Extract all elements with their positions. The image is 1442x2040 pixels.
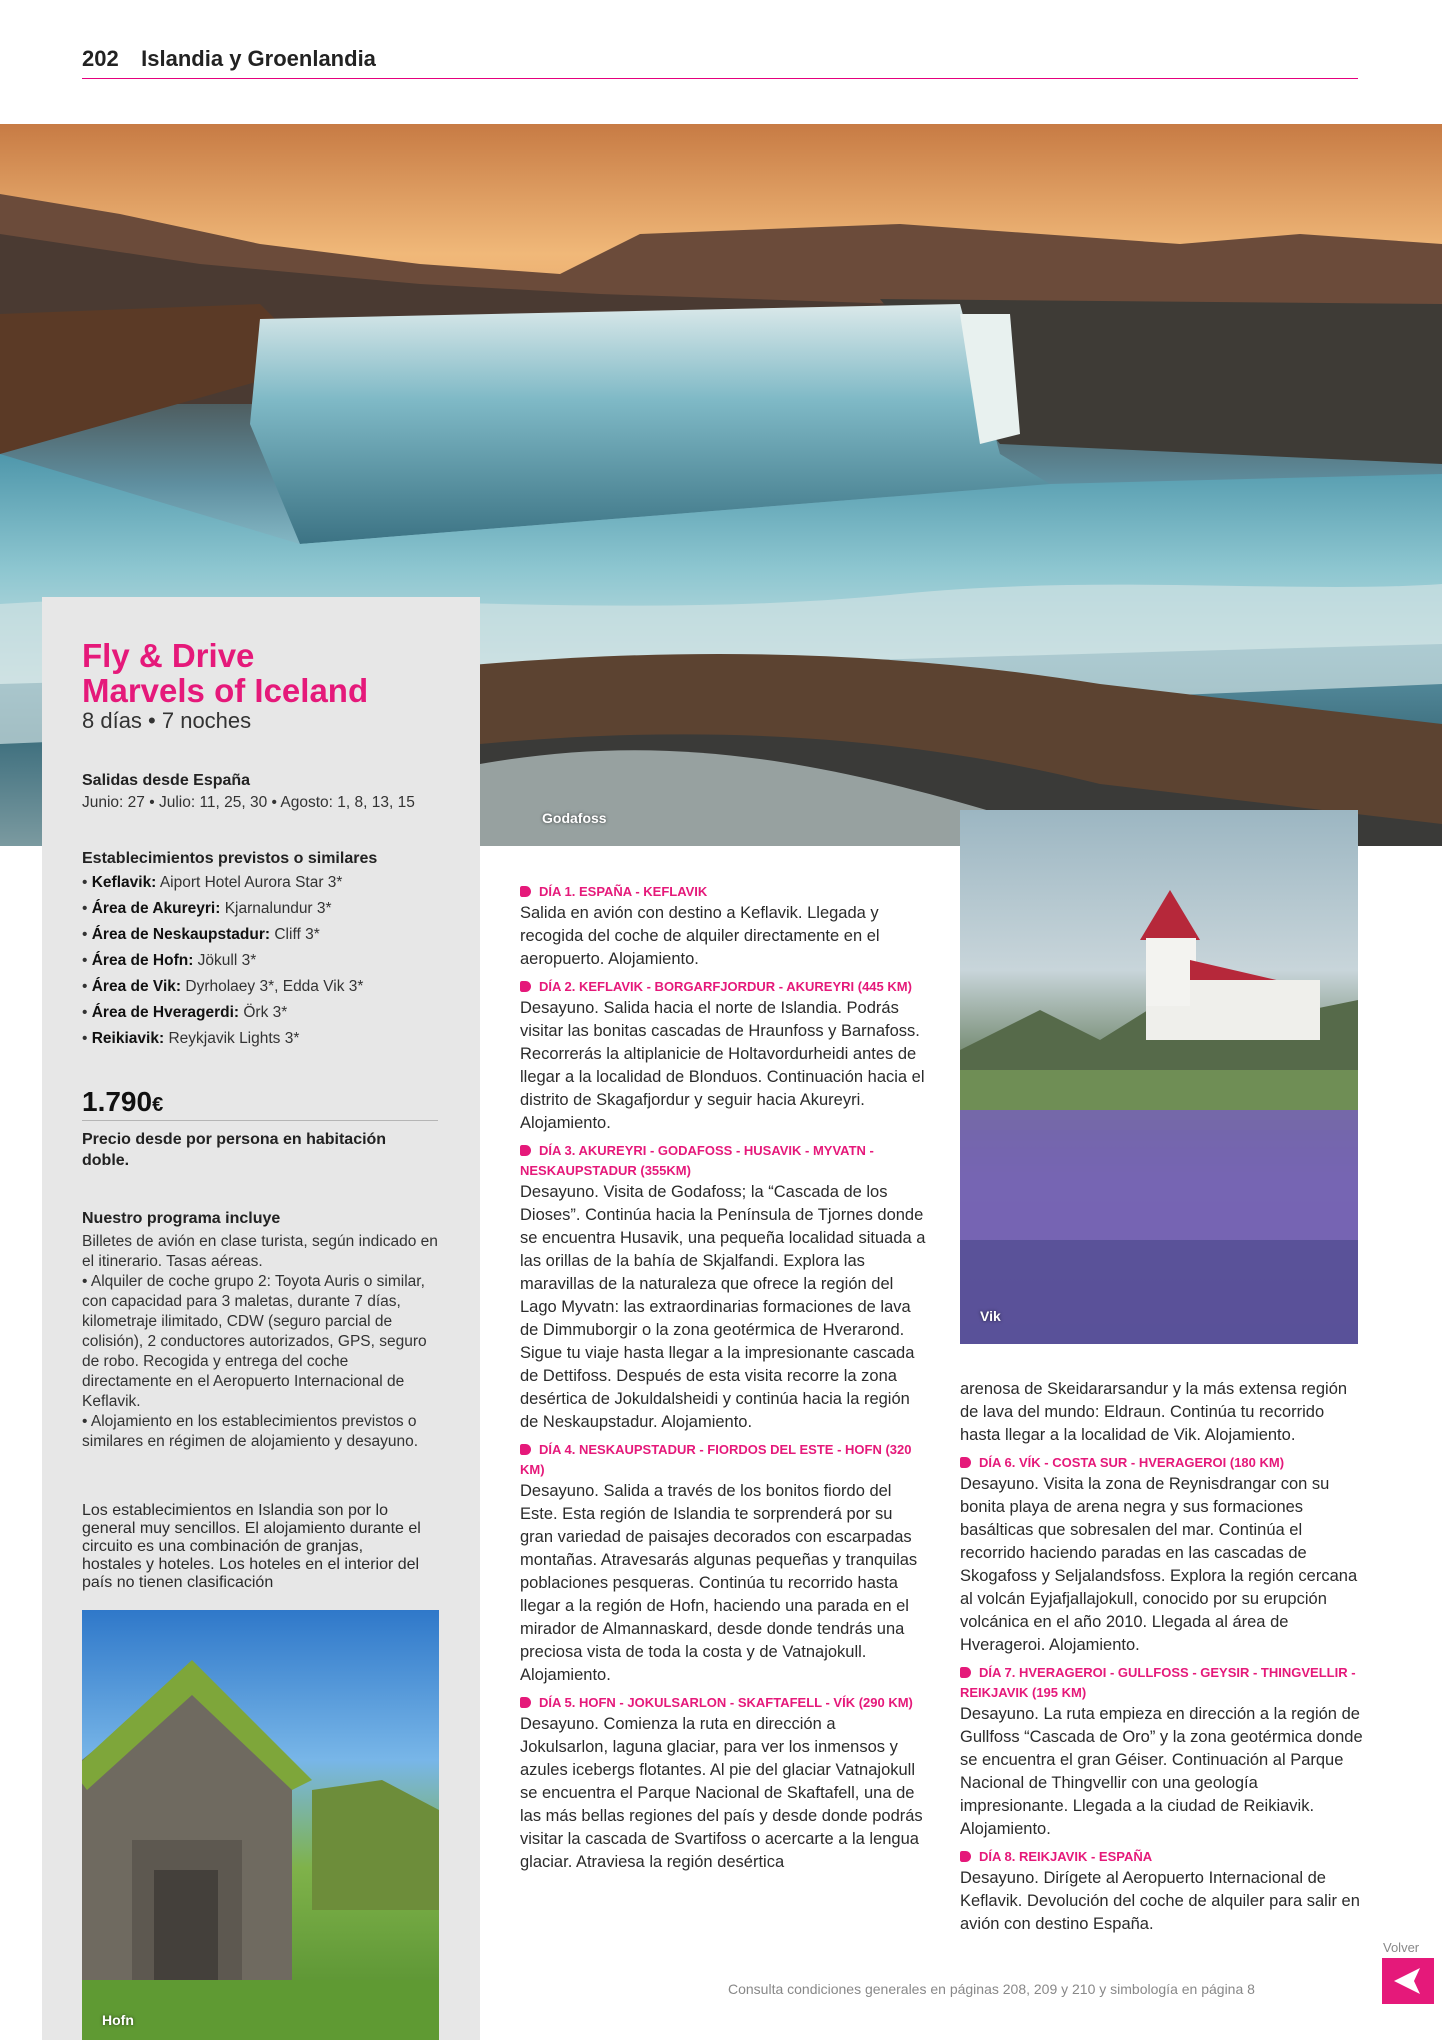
day-text: Desayuno. Salida a través de los bonitos fiordo del Este. Esta región de Islandia te sorprenderá por su gran variedad de paisajes decorados con escarpadas montañas. Atravesarás algunas pequeñas y tranquilas poblaciones pesqueras. Continúa tu recorrido hasta llegar a la región de Hofn, haciendo una parada en el mirador de Almannaskard, desde donde tendrás una preciosa vista de toda la costa y de Vatnajokull. Alojamiento. [520, 1482, 918, 1684]
hotel-item: • Área de Hofn: Jökull 3* [82, 952, 257, 969]
itinerary-day [520, 1693, 928, 1874]
trip-title-line2: Marvels of Iceland [82, 672, 369, 709]
price-note: Precio desde por persona en habitación doble. [82, 1131, 387, 1169]
bullet-marker-icon [960, 1851, 971, 1862]
price-value: 1.790€ [82, 1086, 438, 1121]
day-text: Desayuno. Visita la zona de Reynisdrangar con su bonita playa de arena negra y sus formaciones basálticas que sobresalen del mar. Continúa el recorrido haciendo paradas en las cascadas de Skogafoss y Seljalandsfoss. Explora la región cercana al volcán Eyjafjallajokull, conocido por su erupción volcánica en el año 2010. Llegada al área de Hverageroi. Alojamiento. [960, 1475, 1358, 1654]
day-text: Salida en avión con destino a Keflavik. Llegada y recogida del coche de alquiler directamente en el aeropuerto. Alojamiento. [520, 904, 880, 968]
volver-label: Volver [1383, 1940, 1420, 1955]
vik-photo [960, 810, 1358, 1344]
day-heading: DÍA 5. HOFN - JOKULSARLON - SKAFTAFELL - VÍK (290 KM) [520, 1693, 928, 1713]
hotel-item: • Keflavik: Aiport Hotel Aurora Star 3* [82, 874, 343, 891]
bullet-marker-icon [960, 1457, 971, 1468]
bullet-marker-icon [520, 1145, 531, 1156]
hotel-item: • Área de Neskaupstadur: Cliff 3* [82, 926, 320, 943]
day-text: Desayuno. Dirígete al Aeropuerto Internacional de Keflavik. Devolución del coche de alquiler para salir en avión con destino España. [960, 1869, 1360, 1933]
trip-title [82, 638, 442, 734]
trip-duration: 8 días • 7 noches [82, 708, 252, 733]
includes-block [82, 1210, 442, 1452]
includes-car: • Alquiler de coche grupo 2: Toyota Auris o similar, con capacidad para 3 maletas, durante 7 días, kilometraje ilimitado, CDW (seguro parcial de colisión), 2 conductores autorizados, GPS, seguro de robo. Recogida y entrega del coche directamente en el Aeropuerto Internacional de Keflavik. [82, 1273, 427, 1410]
day-heading: DÍA 2. KEFLAVIK - BORGARFJORDUR - AKUREYRI (445 KM) [520, 977, 928, 997]
day-heading: DÍA 6. VÍK - COSTA SUR - HVERAGEROI (180 KM) [960, 1453, 1368, 1473]
hotel-item: • Área de Hveragerdi: Örk 3* [82, 1004, 288, 1021]
page-header [82, 46, 1358, 79]
itinerary-day [520, 977, 928, 1135]
price-block [82, 1086, 442, 1171]
itinerary-day [960, 1663, 1368, 1841]
hotels-heading: Establecimientos previstos o similares [82, 850, 378, 867]
itinerary-day [520, 882, 928, 971]
day-heading: DÍA 1. ESPAÑA - KEFLAVIK [520, 882, 928, 902]
itinerary-column-2 [960, 1378, 1368, 1942]
day-text: Desayuno. Salida hacia el norte de Islandia. Podrás visitar las bonitas cascadas de Hraunfoss y Barnafoss. Recorrerás la altiplanicie de Holtavordurheidi antes de llegar a la localidad de Blonduos. Continuación hacia el distrito de Skagafjordur y seguir hacia Akureyri. Alojamiento. [520, 999, 925, 1132]
includes-heading: Nuestro programa incluye [82, 1210, 281, 1227]
itinerary-day [960, 1847, 1368, 1936]
itinerary-day [520, 1440, 928, 1687]
page-number: 202 [82, 46, 119, 71]
day-heading: DÍA 8. REIKJAVIK - ESPAÑA [960, 1847, 1368, 1867]
hero-caption: Godafoss [542, 810, 607, 826]
itinerary-column-1 [520, 876, 928, 1880]
departures-heading: Salidas desde España [82, 772, 251, 789]
lodging-note: Los establecimientos en Islandia son por lo general muy sencillos. El alojamiento durante el circuito es una combinación de granjas, hostales y hoteles. Los hoteles en el interior del país no tienen clasificación [82, 1502, 421, 1591]
itinerary-day [520, 1141, 928, 1434]
departures-dates: Junio: 27 • Julio: 11, 25, 30 • Agosto: 1, 8, 13, 15 [82, 794, 415, 811]
itinerary-day [960, 1453, 1368, 1657]
bullet-marker-icon [520, 1444, 531, 1455]
back-arrow-icon [1382, 1958, 1434, 2004]
hotel-item: • Área de Akureyri: Kjarnalundur 3* [82, 900, 332, 917]
hotel-item: • Área de Vik: Dyrholaey 3*, Edda Vik 3* [82, 978, 364, 995]
bullet-marker-icon [520, 1697, 531, 1708]
day-heading: DÍA 3. AKUREYRI - GODAFOSS - HUSAVIK - MYVATN - NESKAUPSTADUR (355KM) [520, 1143, 874, 1178]
day-heading: DÍA 7. HVERAGEROI - GULLFOSS - GEYSIR - THINGVELLIR - REIKJAVIK (195 KM) [960, 1665, 1356, 1700]
day-heading: DÍA 4. NESKAUPSTADUR - FIORDOS DEL ESTE - HOFN (320 KM) [520, 1442, 912, 1477]
vik-caption: Vik [980, 1308, 1001, 1324]
day-text: Desayuno. Visita de Godafoss; la “Cascada de los Dioses”. Continúa hacia la Península de Tjornes donde se encuentra Husavik, una pequeña localidad situada a las orillas de la bahía de Skjalfandi. Explora las maravillas de la naturaleza que ofrece la región del Lago Myvatn: las extraordinarias formaciones de lava de Dimmuborgir o la zona geotérmica de Hverarond. Sigue tu viaje hasta llegar a la impresionante cascada de Dettifoss. Después de esta visita recorre la zona desértica de Jokuldalsheidi y continúa hacia la región de Neskaupstadur. Alojamiento. [520, 1183, 926, 1431]
hofn-caption: Hofn [102, 2012, 134, 2028]
bullet-marker-icon [520, 981, 531, 992]
vik-church-illustration [960, 810, 1358, 1344]
departures-block [82, 772, 442, 813]
hotels-block [82, 850, 442, 1052]
includes-lodging: • Alojamiento en los establecimientos previstos o similares en régimen de alojamiento y desayuno. [82, 1413, 419, 1450]
volver-button[interactable] [1382, 1958, 1434, 2004]
day-text: Desayuno. Comienza la ruta en dirección a Jokulsarlon, laguna glaciar, para ver los inmensos y azules icebergs flotantes. Al pie del glaciar Vatnajokull se encuentra el Parque Nacional de Skaftafell, una de las más bellas regiones del país y desde donde podrás visitar la cascada de Svartifoss o acercarte a la lengua glaciar. Atraviesa la región desértica [520, 1715, 923, 1871]
trip-title-line1: Fly & Drive [82, 637, 255, 674]
includes-flights: Billetes de avión en clase turista, según indicado en el itinerario. Tasas aéreas. [82, 1233, 438, 1270]
conditions-footer: Consulta condiciones generales en páginas 208, 209 y 210 y simbología en página 8 [728, 1981, 1255, 1997]
day-text: Desayuno. La ruta empieza en dirección a la región de Gullfoss “Cascada de Oro” y la zona geotérmica donde se encuentra el gran Géiser. Continuación al Parque Nacional de Thingvellir con una geología impresionante. Llegada a la ciudad de Reikiavik. Alojamiento. [960, 1705, 1363, 1838]
hotel-item: • Reikiavik: Reykjavik Lights 3* [82, 1030, 300, 1047]
hofn-photo [82, 1610, 439, 2040]
day-text-continued: arenosa de Skeidararsandur y la más extensa región de lava del mundo: Eldraun. Continúa tu recorrido hasta llegar a la localidad de Vik. Alojamiento. [960, 1380, 1348, 1444]
bullet-marker-icon [520, 886, 531, 897]
bullet-marker-icon [960, 1667, 971, 1678]
section-title: Islandia y Groenlandia [141, 46, 376, 71]
turf-house-illustration [82, 1610, 439, 2040]
